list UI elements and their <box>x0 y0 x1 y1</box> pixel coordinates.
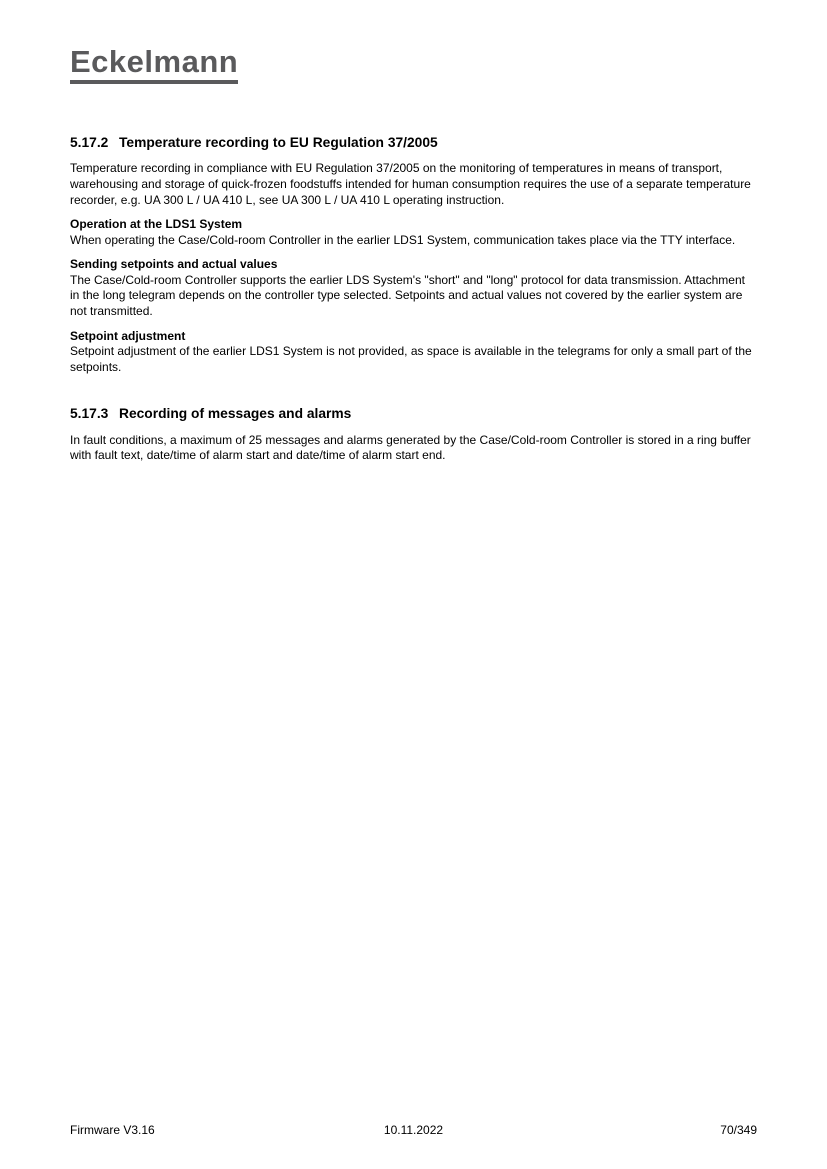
section-intro-paragraph: In fault conditions, a maximum of 25 messages and alarms generated by the Case/Cold-room Controller is stored in a ring buffer with fault text, date/time of alarm start and date/time of alarm start end. <box>70 432 751 463</box>
logo-text: Eckelmann <box>70 44 239 79</box>
section-number: 5.17.3 <box>70 406 109 422</box>
subheading-operation-lds1: Operation at the LDS1 System <box>70 217 243 232</box>
section-title: Recording of messages and alarms <box>119 406 352 422</box>
subheading-sending-setpoints: Sending setpoints and actual values <box>70 257 278 272</box>
logo-underline <box>70 80 238 84</box>
subsection-text-operation-lds1: When operating the Case/Cold-room Controller in the earlier LDS1 System, communication takes place via the TTY interface. <box>70 232 736 247</box>
page-footer <box>70 1123 757 1137</box>
page-content <box>70 45 757 464</box>
eckelmann-logo <box>70 45 238 84</box>
footer-firmware-version: Firmware V3.16 <box>70 1123 155 1137</box>
subsection-text-setpoint-adjustment: Setpoint adjustment of the earlier LDS1 System is not provided, as space is available in the telegrams for only a small part of the setpoints. <box>70 344 752 374</box>
subheading-setpoint-adjustment: Setpoint adjustment <box>70 328 186 343</box>
section-intro-paragraph: Temperature recording in compliance with EU Regulation 37/2005 on the monitoring of temperatures in means of transport, warehousing and storage of quick-frozen foodstuffs intended for human consumption requires the use of a separate temperature recorder, e.g. UA 300 L / UA 410 L, see UA 300 L / UA 410 L operating instruction. <box>70 161 751 207</box>
section-number: 5.17.2 <box>70 135 109 151</box>
section-heading-5-17-2 <box>70 134 757 151</box>
footer-date: 10.11.2022 <box>383 1123 444 1137</box>
section-title: Temperature recording to EU Regulation 37/2005 <box>119 135 438 151</box>
subsection-text-sending-setpoints: The Case/Cold-room Controller supports the earlier LDS System's "short" and "long" protocol for data transmission. Attachment in the long telegram depends on the controller type selected. Setpoints and actual values not covered by the earlier system are not transmitted. <box>70 272 745 319</box>
footer-page-number: 70/349 <box>720 1123 757 1137</box>
section-heading-5-17-3 <box>70 405 757 422</box>
